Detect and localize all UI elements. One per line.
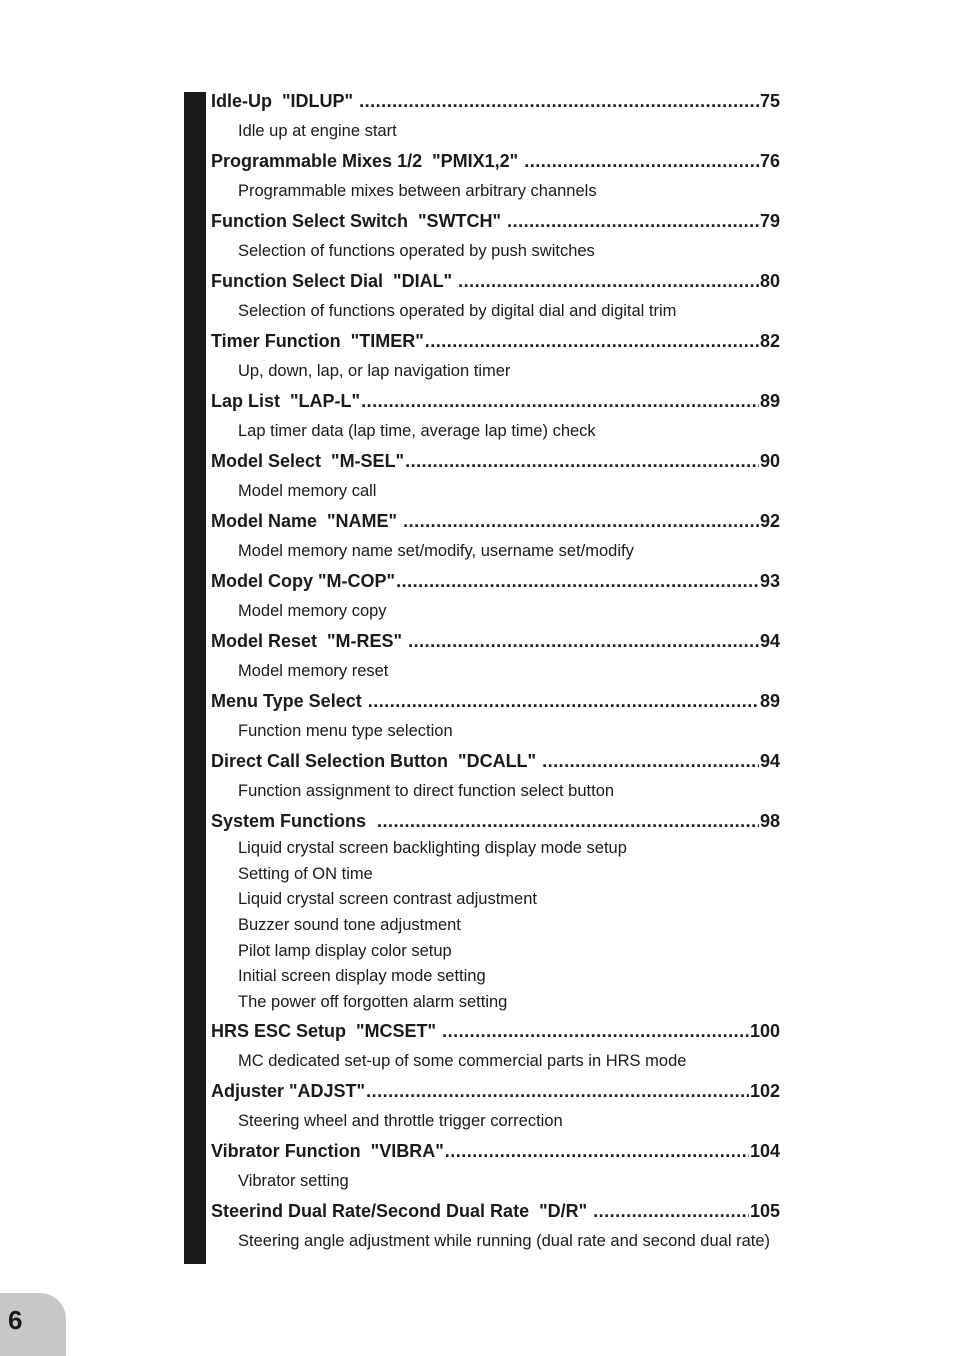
table-of-contents xyxy=(211,86,801,1256)
toc-entry-title[interactable] xyxy=(211,1136,780,1166)
toc-entry xyxy=(211,1076,801,1136)
toc-entry-title[interactable] xyxy=(211,86,780,116)
toc-entry-page: 98 xyxy=(759,811,780,831)
toc-entry xyxy=(211,386,801,446)
toc-entry-description: Lap timer data (lap time, average lap time) check xyxy=(238,422,596,440)
dot-leader xyxy=(458,266,759,296)
toc-entry-description: Liquid crystal screen contrast adjustment xyxy=(238,890,537,909)
toc-entry-page: 90 xyxy=(759,451,780,471)
dot-leader xyxy=(366,1076,749,1106)
toc-entry xyxy=(211,326,801,386)
toc-entry xyxy=(211,1016,801,1076)
toc-entry-title[interactable] xyxy=(211,506,780,536)
toc-entry-title[interactable] xyxy=(211,326,780,356)
dot-leader xyxy=(408,626,759,656)
toc-entry xyxy=(211,86,801,146)
toc-entry-page: 92 xyxy=(759,511,780,531)
toc-entry-title[interactable] xyxy=(211,566,780,596)
toc-entry-name: Menu Type Select xyxy=(211,691,367,711)
toc-entry-name: Model Name "NAME" xyxy=(211,511,403,531)
toc-entry-title[interactable] xyxy=(211,746,780,776)
toc-entry-page: 79 xyxy=(759,211,780,231)
toc-entry xyxy=(211,746,801,806)
toc-entry-name: Function Select Switch "SWTCH" xyxy=(211,211,507,231)
toc-entry-name: Timer Function "TIMER" xyxy=(211,331,424,351)
toc-entry-description: Idle up at engine start xyxy=(238,122,397,140)
toc-entry-title[interactable] xyxy=(211,1016,780,1046)
toc-entry-name: Steerind Dual Rate/Second Dual Rate "D/R" xyxy=(211,1200,593,1221)
dot-leader xyxy=(445,1136,749,1166)
dot-leader xyxy=(368,686,759,716)
toc-entry-title[interactable] xyxy=(211,1076,780,1106)
toc-entry xyxy=(211,506,801,566)
toc-entry-name: Programmable Mixes 1/2 "PMIX1,2" xyxy=(211,151,524,171)
toc-entry xyxy=(211,146,801,206)
dot-leader xyxy=(593,1196,749,1226)
toc-entry xyxy=(211,806,801,1016)
toc-entry-title[interactable] xyxy=(211,626,780,656)
toc-entry-title[interactable] xyxy=(211,386,780,416)
side-bar xyxy=(184,92,206,1264)
dot-leader xyxy=(396,566,759,596)
toc-entry-name: Idle-Up "IDLUP" xyxy=(211,91,359,111)
toc-entry-description: Buzzer sound tone adjustment xyxy=(238,916,461,935)
toc-entry-page: 105 xyxy=(749,1200,780,1221)
dot-leader xyxy=(507,206,759,236)
toc-entry-page: 89 xyxy=(759,391,780,411)
toc-entry-page: 82 xyxy=(759,331,780,351)
toc-entry-description: Steering wheel and throttle trigger correction xyxy=(238,1111,563,1130)
toc-entry-page: 89 xyxy=(759,691,780,711)
toc-entry xyxy=(211,266,801,326)
toc-entry-description: Function assignment to direct function select button xyxy=(238,782,615,800)
toc-entry xyxy=(211,1136,801,1196)
toc-entry-title[interactable] xyxy=(211,446,780,476)
toc-entry-description: Pilot lamp display color setup xyxy=(238,941,452,960)
toc-entry-name: Lap List "LAP-L" xyxy=(211,391,361,411)
toc-entry xyxy=(211,1196,801,1256)
toc-entry-title[interactable] xyxy=(211,146,780,176)
toc-entry-title[interactable] xyxy=(211,686,780,716)
dot-leader xyxy=(405,446,759,476)
toc-entry-page: 80 xyxy=(759,271,780,291)
dot-leader xyxy=(361,386,759,416)
toc-entry-description: Model memory copy xyxy=(238,602,387,620)
toc-entry-name: HRS ESC Setup "MCSET" xyxy=(211,1020,442,1041)
toc-entry-name: System Functions xyxy=(211,811,377,831)
toc-entry-title[interactable] xyxy=(211,806,780,836)
toc-entry-page: 76 xyxy=(759,151,780,171)
toc-entry-name: Model Reset "M-RES" xyxy=(211,631,408,651)
toc-entry-page: 93 xyxy=(759,571,780,591)
toc-entry-name: Model Select "M-SEL" xyxy=(211,451,405,471)
dot-leader xyxy=(403,506,759,536)
toc-entry xyxy=(211,626,801,686)
toc-entry-title[interactable] xyxy=(211,206,780,236)
toc-entry-title[interactable] xyxy=(211,1196,780,1226)
toc-entry-description: Initial screen display mode setting xyxy=(238,967,486,986)
toc-entry-name: Vibrator Function "VIBRA" xyxy=(211,1140,444,1161)
toc-entry-name: Direct Call Selection Button "DCALL" xyxy=(211,751,542,771)
page-number: 6 xyxy=(8,1305,23,1335)
toc-entry-page: 94 xyxy=(759,631,780,651)
page-number-tab xyxy=(0,1293,66,1356)
dot-leader xyxy=(542,746,759,776)
toc-entry-description: Up, down, lap, or lap navigation timer xyxy=(238,362,511,380)
dot-leader xyxy=(442,1016,749,1046)
toc-entry-description: Selection of functions operated by digital dial and digital trim xyxy=(238,302,677,320)
toc-entry xyxy=(211,206,801,266)
toc-entry-description: Model memory name set/modify, username set/modify xyxy=(238,542,634,560)
toc-entry-description: Programmable mixes between arbitrary channels xyxy=(238,182,597,200)
toc-entry-page: 75 xyxy=(759,91,780,111)
toc-entry-description: Setting of ON time xyxy=(238,864,373,883)
toc-entry-title[interactable] xyxy=(211,266,780,296)
toc-entry-description: Steering angle adjustment while running (dual rate and second dual rate) xyxy=(238,1231,771,1250)
toc-entry xyxy=(211,686,801,746)
toc-entry-name: Adjuster "ADJST" xyxy=(211,1080,366,1101)
dot-leader xyxy=(524,146,759,176)
dot-leader xyxy=(425,326,759,356)
toc-entry-description: Liquid crystal screen backlighting display mode setup xyxy=(238,839,627,857)
toc-entry-description: Model memory call xyxy=(238,482,377,500)
toc-entry-page: 100 xyxy=(749,1020,780,1041)
dot-leader xyxy=(359,86,759,116)
toc-entry-name: Model Copy "M-COP" xyxy=(211,571,396,591)
dot-leader xyxy=(377,806,759,836)
toc-entry-page: 104 xyxy=(749,1140,780,1161)
toc-entry-description: Selection of functions operated by push switches xyxy=(238,242,595,260)
toc-entry-description: Model memory reset xyxy=(238,662,389,680)
toc-entry-description: MC dedicated set-up of some commercial parts in HRS mode xyxy=(238,1051,687,1070)
toc-entry-page: 94 xyxy=(759,751,780,771)
toc-entry-description: The power off forgotten alarm setting xyxy=(238,993,508,1012)
toc-entry xyxy=(211,446,801,506)
toc-entry-page: 102 xyxy=(749,1080,780,1101)
toc-entry xyxy=(211,566,801,626)
toc-entry-name: Function Select Dial "DIAL" xyxy=(211,271,458,291)
toc-entry-description: Function menu type selection xyxy=(238,722,453,740)
toc-entry-description: Vibrator setting xyxy=(238,1171,349,1190)
